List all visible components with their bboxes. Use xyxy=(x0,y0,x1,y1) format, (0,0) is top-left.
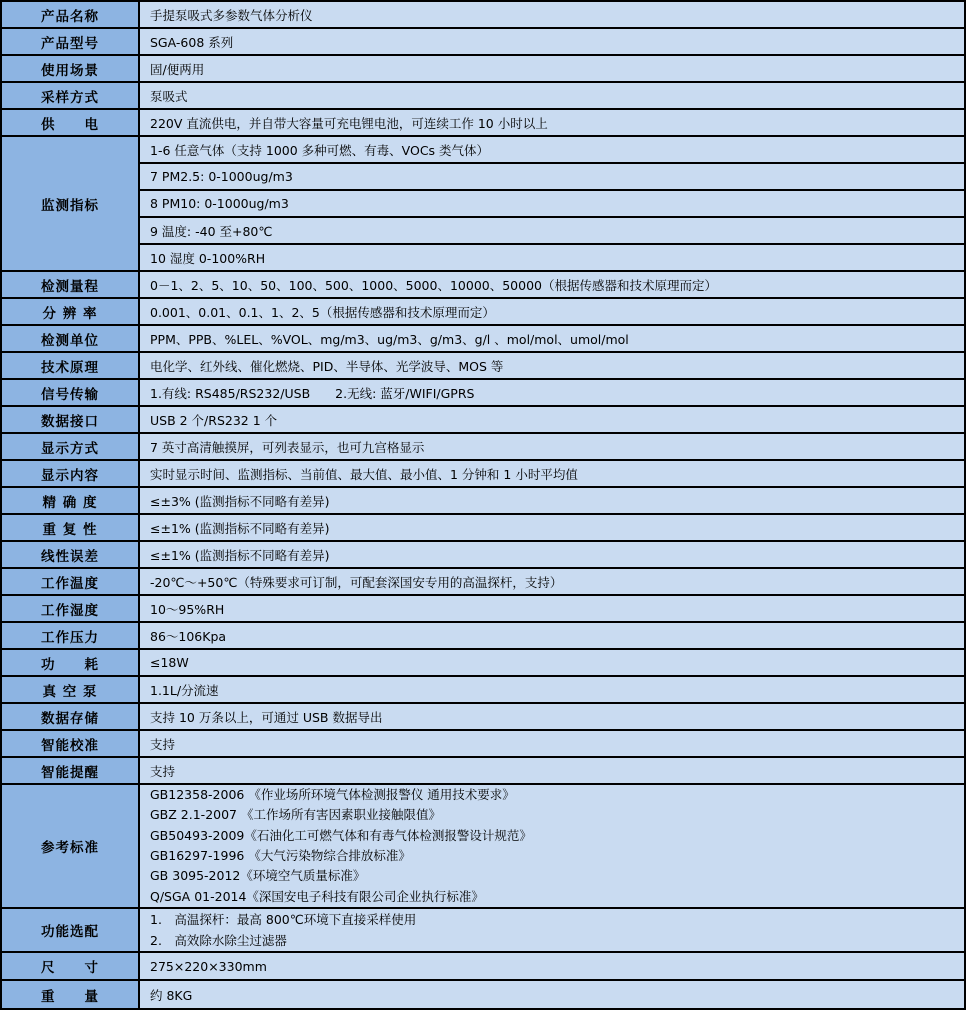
row-value: 1.1L/分流速 xyxy=(140,677,964,702)
row-value: -20℃～+50℃（特殊要求可订制，可配套深国安专用的高温探杆，支持） xyxy=(140,569,964,594)
row-working-humidity xyxy=(2,596,964,623)
optional-features-list xyxy=(140,909,964,951)
row-dimensions xyxy=(2,953,964,981)
row-value: 0－1、2、5、10、50、100、500、1000、5000、10000、50000（根据传感器和技术原理而定） xyxy=(140,272,964,297)
row-label: 智能提醒 xyxy=(2,758,140,783)
row-value: 0.001、0.01、0.1、1、2、5（根据传感器和技术原理而定） xyxy=(140,299,964,324)
row-value: USB 2 个/RS232 1 个 xyxy=(140,407,964,432)
row-label: 显示内容 xyxy=(2,461,140,486)
reference-standard-item: GB12358-2006 《作业场所环境气体检测报警仪 通用技术要求》 xyxy=(150,786,515,802)
row-value: 固/便两用 xyxy=(140,56,964,81)
row-label: 重 量 xyxy=(2,981,140,1008)
row-value: 支持 10 万条以上，可通过 USB 数据导出 xyxy=(140,704,964,729)
optional-feature-item: 1. 高温探杆：最高 800℃环境下直接采样使用 xyxy=(150,912,417,927)
row-value: 1.有线: RS485/RS232/USB 2.无线: 蓝牙/WIFI/GPRS xyxy=(140,380,964,405)
row-value: 支持 xyxy=(140,758,964,783)
row-power-supply xyxy=(2,110,964,137)
row-optional-features xyxy=(2,909,964,953)
monitoring-indicator-item: 10 湿度 0-100%RH xyxy=(140,245,964,270)
row-value: ≤±3% (监测指标不同略有差异) xyxy=(140,488,964,513)
monitoring-indicator-item: 1-6 任意气体（支持 1000 多种可燃、有毒、VOCs 类气体） xyxy=(140,137,964,164)
row-accuracy xyxy=(2,488,964,515)
row-usage-scenario xyxy=(2,56,964,83)
row-working-temperature xyxy=(2,569,964,596)
row-working-pressure xyxy=(2,623,964,650)
row-signal-transmission xyxy=(2,380,964,407)
row-label: 智能校准 xyxy=(2,731,140,756)
row-value: 10～95%RH xyxy=(140,596,964,621)
row-detection-range xyxy=(2,272,964,299)
row-label: 产品型号 xyxy=(2,29,140,54)
row-detection-unit xyxy=(2,326,964,353)
row-label: 精 确 度 xyxy=(2,488,140,513)
row-label: 监测指标 xyxy=(2,137,140,270)
row-smart-reminder xyxy=(2,758,964,785)
row-data-storage xyxy=(2,704,964,731)
row-label: 供 电 xyxy=(2,110,140,135)
reference-standard-item: Q/SGA 01-2014《深国安电子科技有限公司企业执行标准》 xyxy=(150,888,484,904)
row-display-content xyxy=(2,461,964,488)
reference-standard-item: GB50493-2009《石油化工可燃气体和有毒气体检测报警设计规范》 xyxy=(150,827,532,843)
monitoring-indicator-item: 7 PM2.5: 0-1000ug/m3 xyxy=(140,164,964,191)
row-reference-standards xyxy=(2,785,964,909)
row-value: 275×220×330mm xyxy=(140,953,964,979)
row-power-consumption xyxy=(2,650,964,677)
row-value: 实时显示时间、监测指标、当前值、最大值、最小值、1 分钟和 1 小时平均值 xyxy=(140,461,964,486)
row-value: PPM、PPB、%LEL、%VOL、mg/m3、ug/m3、g/m3、g/l 、mol/mol、umol/mol xyxy=(140,326,964,351)
row-label: 数据存储 xyxy=(2,704,140,729)
row-weight xyxy=(2,981,964,1008)
row-value: 220V 直流供电，并自带大容量可充电锂电池，可连续工作 10 小时以上 xyxy=(140,110,964,135)
monitoring-indicator-list xyxy=(140,137,964,270)
row-repeatability xyxy=(2,515,964,542)
row-label: 使用场景 xyxy=(2,56,140,81)
row-label: 尺 寸 xyxy=(2,953,140,979)
monitoring-indicator-item: 9 温度: -40 至+80℃ xyxy=(140,218,964,245)
reference-standard-item: GB 3095-2012《环境空气质量标准》 xyxy=(150,868,366,884)
reference-standard-item: GB16297-1996 《大气污染物综合排放标准》 xyxy=(150,848,411,863)
row-label: 技术原理 xyxy=(2,353,140,378)
row-label: 检测单位 xyxy=(2,326,140,351)
row-value: 86～106Kpa xyxy=(140,623,964,648)
row-data-interface xyxy=(2,407,964,434)
monitoring-indicator-item: 8 PM10: 0-1000ug/m3 xyxy=(140,191,964,218)
row-smart-calibration xyxy=(2,731,964,758)
row-technical-principle xyxy=(2,353,964,380)
row-value: 约 8KG xyxy=(140,981,964,1008)
row-value: ≤18W xyxy=(140,650,964,675)
row-label: 功能选配 xyxy=(2,909,140,951)
row-value: 7 英寸高清触摸屏，可列表显示，也可九宫格显示 xyxy=(140,434,964,459)
row-value: SGA-608 系列 xyxy=(140,29,964,54)
row-label: 重 复 性 xyxy=(2,515,140,540)
row-value: 电化学、红外线、催化燃烧、PID、半导体、光学波导、MOS 等 xyxy=(140,353,964,378)
row-label: 产品名称 xyxy=(2,2,140,27)
row-label: 工作温度 xyxy=(2,569,140,594)
row-label: 信号传输 xyxy=(2,380,140,405)
row-monitoring-indicators xyxy=(2,137,964,272)
row-value: 支持 xyxy=(140,731,964,756)
row-vacuum-pump xyxy=(2,677,964,704)
row-label: 工作压力 xyxy=(2,623,140,648)
row-display-mode xyxy=(2,434,964,461)
row-label: 参考标准 xyxy=(2,785,140,907)
row-linearity-error xyxy=(2,542,964,569)
row-label: 工作湿度 xyxy=(2,596,140,621)
row-label: 检测量程 xyxy=(2,272,140,297)
row-label: 分 辨 率 xyxy=(2,299,140,324)
row-label: 线性误差 xyxy=(2,542,140,567)
reference-standard-item: GBZ 2.1-2007 《工作场所有害因素职业接触限值》 xyxy=(150,807,441,823)
row-label: 数据接口 xyxy=(2,407,140,432)
row-value: 手提泵吸式多参数气体分析仪 xyxy=(140,2,964,27)
row-value: 泵吸式 xyxy=(140,83,964,108)
row-value: ≤±1% (监测指标不同略有差异) xyxy=(140,515,964,540)
row-label: 采样方式 xyxy=(2,83,140,108)
row-resolution xyxy=(2,299,964,326)
reference-standards-list xyxy=(140,785,964,907)
row-product-model xyxy=(2,29,964,56)
row-label: 真 空 泵 xyxy=(2,677,140,702)
row-product-name xyxy=(2,2,964,29)
row-value: ≤±1% (监测指标不同略有差异) xyxy=(140,542,964,567)
row-label: 功 耗 xyxy=(2,650,140,675)
row-label: 显示方式 xyxy=(2,434,140,459)
row-sampling-method xyxy=(2,83,964,110)
optional-feature-item: 2. 高效除水除尘过滤器 xyxy=(150,933,287,948)
